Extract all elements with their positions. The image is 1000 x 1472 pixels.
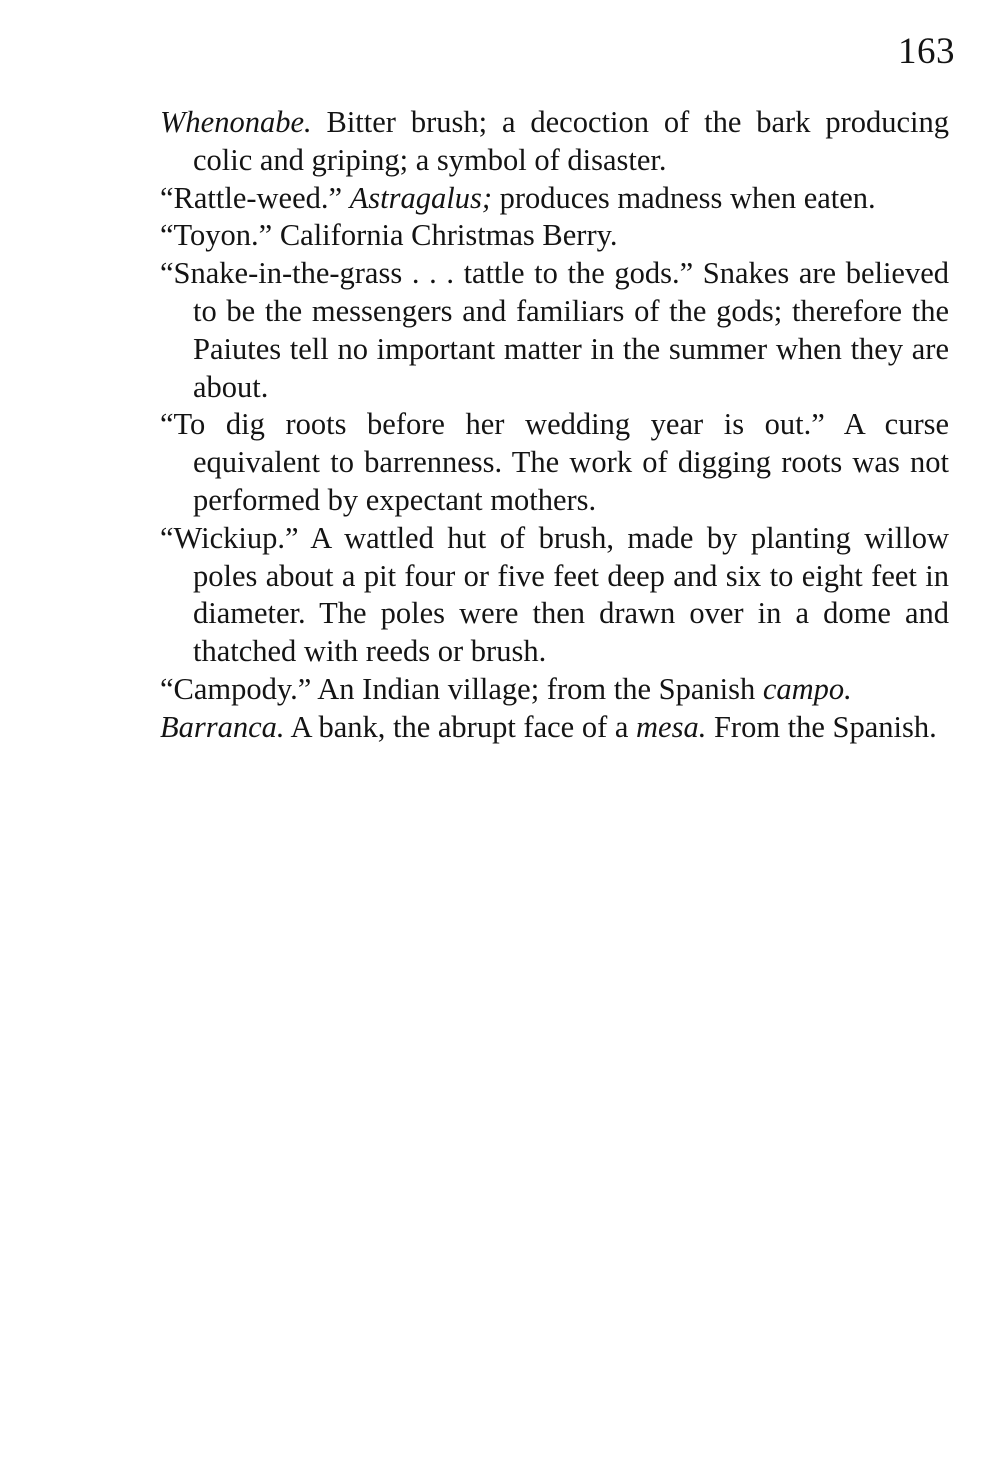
page-number: 163 — [898, 31, 955, 72]
glossary-entry-snake-in-the-grass — [160, 255, 949, 406]
entry-definition: Snakes are believed to be the messengers and familiars of the gods; therefore the Paiutes tell no important matter in the summer when they are about. — [193, 256, 950, 404]
entry-term: “Wickiup.” — [160, 520, 299, 555]
entry-definition-italic: mesa. — [636, 709, 707, 744]
entry-definition: Bitter brush; a decoction of the bark producing colic and griping; a symbol of disaster. — [193, 105, 949, 177]
entry-term: Barranca. — [160, 709, 285, 744]
entry-term: Whenonabe. — [160, 105, 312, 139]
entry-term: “Snake-in-the-grass . . . tattle to the gods.” — [160, 256, 694, 291]
glossary-entry-whenonabe — [160, 104, 949, 180]
entry-definition: A bank, the abrupt face of a — [284, 709, 637, 744]
entry-definition: California Christmas Berry. — [272, 218, 618, 253]
glossary-entry-dig-roots — [160, 406, 949, 519]
entry-term: “Rattle-weed.” — [160, 180, 343, 215]
entry-definition: An Indian village; from the Spanish — [311, 671, 763, 706]
entry-definition: A curse equivalent to barrenness. The work of digging roots was not performed by expectant mothers. — [193, 407, 950, 517]
entry-term: “To dig roots before her wedding year is out.” — [160, 407, 825, 442]
entry-term: “Campody.” — [160, 671, 312, 706]
entry-definition: From the Spanish. — [706, 709, 937, 744]
glossary-list — [160, 104, 949, 747]
glossary-entry-wickiup — [160, 520, 949, 671]
glossary-entry-rattle-weed — [160, 180, 949, 218]
entry-definition-italic: Astragalus; — [349, 180, 493, 215]
glossary-entry-campody — [160, 671, 949, 709]
entry-definition-space — [342, 181, 350, 215]
glossary-entry-barranca — [160, 709, 949, 747]
glossary-entry-toyon — [160, 217, 949, 255]
entry-definition-italic: campo. — [762, 671, 852, 706]
entry-definition: produces madness when eaten. — [492, 180, 876, 215]
entry-definition: A wattled hut of brush, made by planting willow poles about a pit four or five feet deep and six to eight feet in diameter. The poles were then drawn over in a dome and thatched with reeds or brush. — [193, 520, 949, 669]
entry-term: “Toyon.” — [160, 218, 273, 253]
